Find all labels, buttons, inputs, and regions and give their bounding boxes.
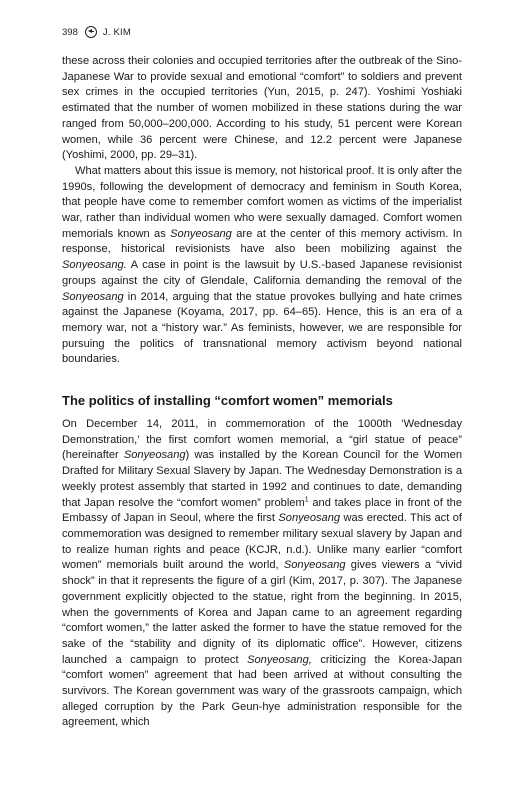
body-text xyxy=(62,54,462,731)
paragraph-3-italic-2: Sonyeosang xyxy=(278,512,341,525)
paragraph-3-part-2: ) was installed by the Korean Council for the Women Drafted for Military Sexual Slavery by Japan. The Wednesday Demonstration is a weekly protest assembly that started in 1992 and continues to date, demanding that Japan resolve the “comfort women” problem xyxy=(62,449,462,509)
paragraph-3-part-3: and takes place in front of the Embassy of Japan in Seoul, where the first xyxy=(62,496,462,525)
paragraph-2-italic-1: Sonyeosang xyxy=(170,227,232,240)
paragraph-2-italic-2: Sonyeosang. xyxy=(62,259,127,272)
paragraph-3-italic-1: Sonyeosang xyxy=(123,449,186,462)
paragraph-3-part-6: criticizing the Korea-Japan “comfort women” agreement that had been arrived at without consulting the survivors. The Korean government was wary of the grassroots campaign, which alleged corruption by the Park Geun-hye administration responsible for the agreement, which xyxy=(62,653,462,729)
paragraph-2-part-2: are at the center of this memory activism. In response, historical revisionists have also been mobilizing against the xyxy=(62,227,462,256)
paragraph-3-italic-3: Sonyeosang xyxy=(283,559,346,572)
section-heading: The politics of installing “comfort women” memorials xyxy=(62,393,393,409)
paragraph-2-part-4: in 2014, arguing that the statue provokes bullying and hate crimes against the Japanese (Koyama, 2017, pp. 64–65). Hence, this is an era of a memory war, not a “history war.” As feminists, however, we are responsible for pursuing the politics of transnational memory activism beyond national boundaries. xyxy=(62,290,462,366)
footnote-ref-1[interactable]: 1 xyxy=(304,495,309,503)
paragraph-3-part-1: On December 14, 2011, in commemoration of the 1000th ‘Wednesday Demonstration,’ the first comfort women memorial, a “girl statue of peace” (hereinafter xyxy=(62,418,462,462)
paragraph-2 xyxy=(62,164,462,368)
running-head-author: J. KIM xyxy=(102,26,131,38)
paragraph-1-text: these across their colonies and occupied territories after the outbreak of the Sino-Japanese War to provide sexual and emotional “comfort” to soldiers and prevent sex crimes in the occupied territories (Yun, 2015, p. 247). Yoshimi Yoshiaki estimated that the number of women mobilized in these stations during the war ranged from 50,000–200,000. According to his study, 51 percent were Korean women, while 36 percent were Chinese, and 12.2 percent were Japanese (Yoshimi, 2000, pp. 29–31). xyxy=(62,55,462,162)
paragraph-3-italic-4: Sonyeosang, xyxy=(247,653,312,666)
paragraph-2-part-3: A case in point is the lawsuit by U.S.-based Japanese revisionist groups against the city of Glendale, California demanding the removal of the xyxy=(62,259,462,287)
paragraph-2-part-1: What matters about this issue is memory, not historical proof. It is only after the 1990s, following the development of democracy and feminism in South Korea, that people have come to remember comfort women as victims of the imperialist war, rather than individual women who were sexually damaged. Comfort women memorials known as xyxy=(62,164,462,240)
paragraph-3 xyxy=(62,417,462,731)
paragraph-2-italic-3: Sonyeosang xyxy=(62,290,124,303)
paragraph-3-part-5: gives viewers a “vivid shock” in that it represents the figure of a girl (Kim, 2017, p. 307). The Japanese government explicitly objected to the statue, right from the beginning. In 2015, when the governments of Korea and Japan came to an agreement regarding “comfort women,” the latter asked the former to have the statue removed for the sake of the “stability and dignity of its diplomatic office”. However, citizens launched a campaign to protect xyxy=(62,559,462,666)
running-header xyxy=(62,24,131,40)
publisher-logo-icon xyxy=(85,26,97,38)
page-number: 398 xyxy=(62,26,78,38)
paragraph-1 xyxy=(62,54,462,164)
paragraph-3-part-4: was erected. This act of commemoration was designed to remember military sexual slavery by Japan and to realize human rights and peace (KCJR, n.d.). Unlike many earlier “comfort women” memorials built around the world, xyxy=(62,512,462,572)
